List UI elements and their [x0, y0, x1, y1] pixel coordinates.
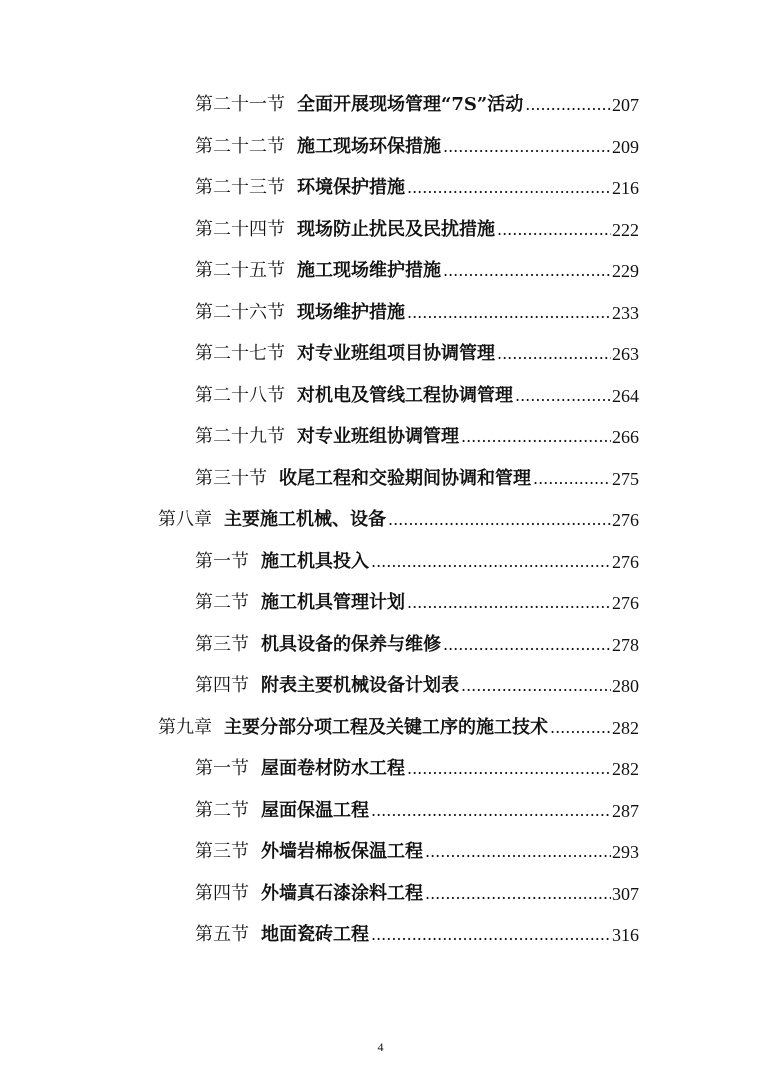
toc-entry-number: 第二十二节 — [195, 135, 285, 157]
toc-entry-page: 282 — [612, 759, 639, 779]
toc-section-entry[interactable] — [195, 588, 639, 618]
toc-section-entry[interactable] — [195, 630, 639, 660]
toc-entry-title: 施工机具管理计划 — [261, 592, 405, 613]
toc-entry-number: 第四节 — [195, 882, 249, 904]
toc-section-entry[interactable] — [195, 339, 639, 369]
toc-entry-number: 第二十八节 — [195, 384, 285, 406]
toc-entry-page: 209 — [612, 136, 639, 157]
toc-dot-leader — [461, 671, 611, 701]
toc-dot-leader — [407, 298, 611, 328]
toc-section-entry[interactable] — [195, 879, 639, 909]
toc-entry-title: 施工现场环保措施 — [297, 135, 441, 157]
toc-entry-number: 第二十一节 — [195, 94, 285, 115]
toc-section-entry[interactable] — [195, 173, 639, 203]
toc-entry-page: 233 — [612, 302, 639, 323]
toc-section-entry[interactable] — [195, 298, 639, 328]
toc-section-entry[interactable] — [195, 215, 639, 245]
toc-section-entry[interactable] — [195, 754, 639, 784]
toc-dot-leader — [533, 464, 611, 494]
toc-dot-leader — [407, 588, 611, 618]
toc-entry-number: 第九章 — [158, 716, 212, 738]
toc-dot-leader — [371, 920, 611, 950]
toc-dot-leader — [443, 256, 611, 286]
toc-entry-title: 收尾工程和交验期间协调和管理 — [279, 467, 531, 489]
toc-entry-title: 主要分部分项工程及关键工序的施工技术 — [224, 716, 548, 738]
toc-chapter-entry[interactable] — [158, 505, 639, 535]
toc-entry-title: 对专业班组协调管理 — [297, 426, 459, 447]
toc-entry-title: 对专业班组项目协调管理 — [297, 343, 495, 364]
toc-entry-number: 第五节 — [195, 924, 249, 945]
toc-dot-leader — [407, 754, 611, 784]
toc-section-entry[interactable] — [195, 796, 639, 826]
toc-section-entry[interactable] — [195, 132, 639, 162]
toc-entry-title: 机具设备的保养与维修 — [261, 633, 441, 655]
toc-entry-page: 216 — [612, 178, 639, 198]
toc-dot-leader — [371, 547, 611, 577]
toc-entry-page: 276 — [612, 593, 639, 613]
toc-dot-leader — [371, 796, 611, 826]
toc-dot-leader — [515, 381, 611, 411]
toc-entry-number: 第二十六节 — [195, 301, 285, 323]
toc-entry-page: 276 — [612, 510, 639, 530]
toc-section-entry[interactable] — [195, 381, 639, 411]
toc-entry-title: 施工现场维护措施 — [297, 260, 441, 281]
toc-entry-title: 附表主要机械设备计划表 — [261, 675, 459, 696]
toc-entry-title: 对机电及管线工程协调管理 — [297, 384, 513, 406]
toc-entry-title: 全面开展现场管理“7S”活动 — [297, 94, 524, 115]
toc-entry-number: 第二十九节 — [195, 426, 285, 447]
toc-entry-title: 屋面保温工程 — [261, 799, 369, 821]
toc-entry-page: 282 — [612, 717, 639, 738]
toc-section-entry[interactable] — [195, 547, 639, 577]
toc-entry-page: 280 — [612, 676, 639, 696]
toc-entry-number: 第二节 — [195, 592, 249, 613]
toc-dot-leader — [550, 713, 611, 743]
toc-entry-page: 307 — [612, 883, 639, 904]
toc-entry-title: 外墙真石漆涂料工程 — [261, 882, 423, 904]
toc-section-entry[interactable] — [195, 422, 639, 452]
toc-dot-leader — [407, 173, 611, 203]
toc-entry-page: 264 — [612, 385, 639, 406]
toc-section-entry[interactable] — [195, 671, 639, 701]
toc-entry-number: 第二十三节 — [195, 177, 285, 198]
toc-entry-page: 293 — [612, 842, 639, 862]
toc-dot-leader — [425, 879, 611, 909]
toc-entry-title: 环境保护措施 — [297, 177, 405, 198]
toc-entry-page: 287 — [612, 800, 639, 821]
toc-entry-number: 第二十七节 — [195, 343, 285, 364]
toc-section-entry[interactable] — [195, 90, 639, 120]
toc-dot-leader — [443, 132, 611, 162]
toc-entry-page: 263 — [612, 344, 639, 364]
toc-entry-number: 第三节 — [195, 841, 249, 862]
toc-entry-page: 266 — [612, 427, 639, 447]
toc-entry-page: 229 — [612, 261, 639, 281]
toc-entry-page: 275 — [612, 468, 639, 489]
page-number-footer: 4 — [377, 1040, 384, 1054]
toc-entry-page: 276 — [612, 551, 639, 572]
toc-dot-leader — [525, 90, 611, 120]
toc-entry-number: 第二十五节 — [195, 260, 285, 281]
toc-entry-title: 施工机具投入 — [261, 550, 369, 572]
toc-dot-leader — [497, 339, 611, 369]
toc-entry-page: 207 — [612, 95, 639, 115]
toc-entry-number: 第一节 — [195, 758, 249, 779]
toc-entry-title: 现场维护措施 — [297, 301, 405, 323]
toc-entry-number: 第三节 — [195, 633, 249, 655]
toc-chapter-entry[interactable] — [158, 713, 639, 743]
toc-entry-number: 第八章 — [158, 509, 212, 530]
toc-dot-leader — [443, 630, 611, 660]
toc-entry-title: 主要施工机械、设备 — [224, 509, 386, 530]
toc-entry-title: 现场防止扰民及民扰措施 — [297, 218, 495, 240]
toc-entry-number: 第四节 — [195, 675, 249, 696]
toc-dot-leader — [388, 505, 611, 535]
toc-entry-page: 222 — [612, 219, 639, 240]
toc-dot-leader — [425, 837, 611, 867]
toc-entry-number: 第一节 — [195, 550, 249, 572]
toc-entry-number: 第二十四节 — [195, 218, 285, 240]
toc-section-entry[interactable] — [195, 920, 639, 950]
toc-section-entry[interactable] — [195, 256, 639, 286]
toc-entry-title: 外墙岩棉板保温工程 — [261, 841, 423, 862]
toc-entry-page: 316 — [612, 925, 639, 945]
toc-section-entry[interactable] — [195, 464, 639, 494]
toc-dot-leader — [461, 422, 611, 452]
toc-entry-title: 屋面卷材防水工程 — [261, 758, 405, 779]
toc-entry-title: 地面瓷砖工程 — [261, 924, 369, 945]
toc-entry-number: 第三十节 — [195, 467, 267, 489]
toc-dot-leader — [497, 215, 611, 245]
toc-entry-number: 第二节 — [195, 799, 249, 821]
toc-entry-page: 278 — [612, 634, 639, 655]
toc-section-entry[interactable] — [195, 837, 639, 867]
